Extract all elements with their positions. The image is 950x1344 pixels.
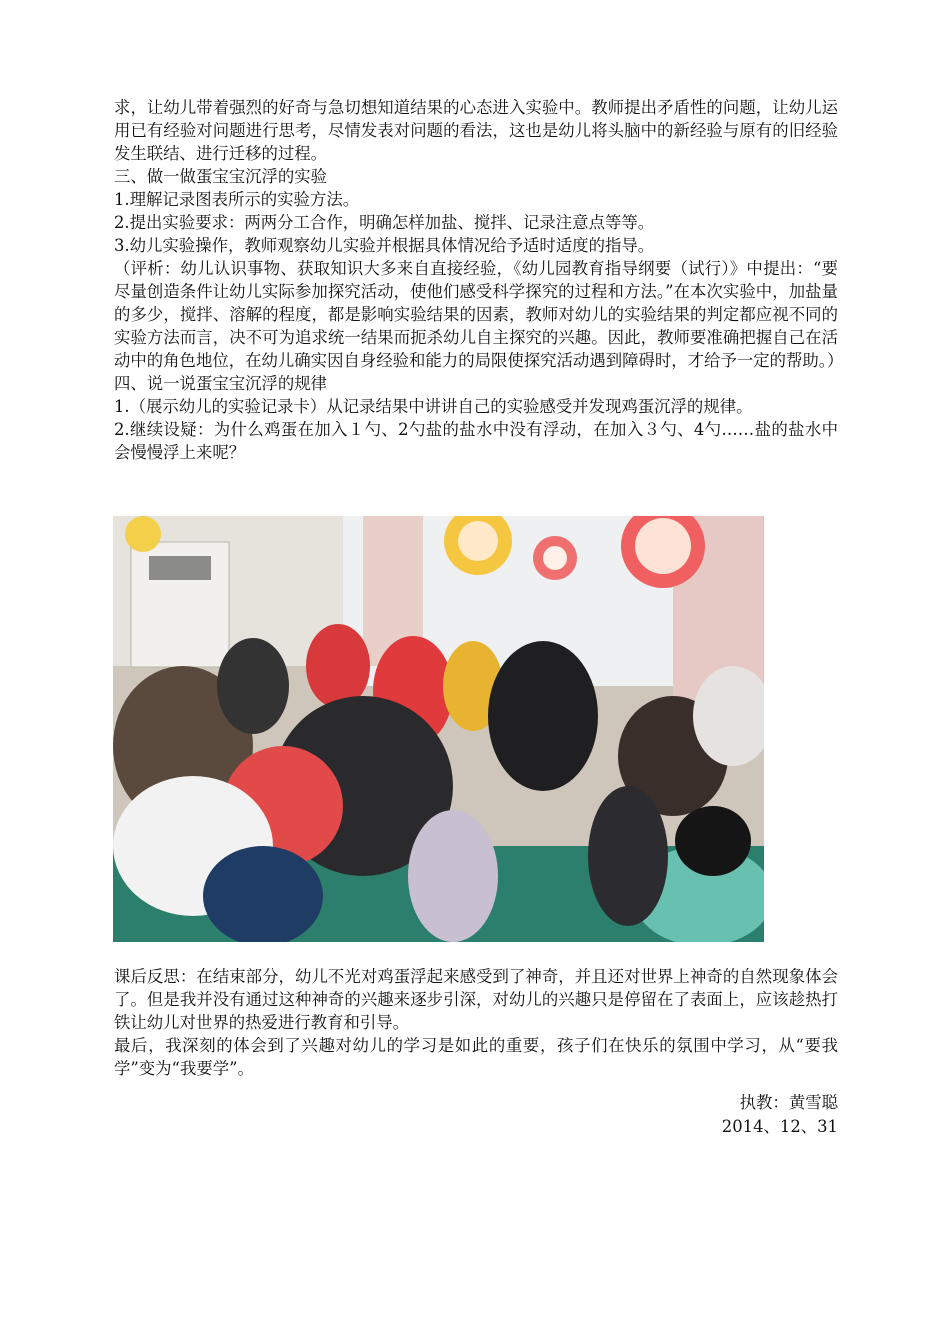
conclusion-paragraph: 最后，我深刻的体会到了兴趣对幼儿的学习是如此的重要，孩子们在快乐的氛围中学习，从“要我学”变为“我要学”。 (114, 1036, 838, 1078)
body-text-bottom (114, 965, 838, 1080)
classroom-photo (113, 516, 764, 942)
signature-date: 2014、12、31 (721, 1117, 838, 1136)
classroom-photo-drawing (113, 516, 764, 942)
paragraph: 求，让幼儿带着强烈的好奇与急切想知道结果的心态进入实验中。教师提出矛盾性的问题，让幼儿运用已有经验对问题进行思考，尽情发表对问题的看法，这也是幼儿将头脑中的新经验与原有的旧经验发生联结、进行迁移的过程。 (114, 98, 838, 163)
paragraph: 1.（展示幼儿的实验记录卡）从记录结果中讲讲自己的实验感受并发现鸡蛋沉浮的规律。 (114, 397, 753, 416)
paragraph: 1.理解记录图表所示的实验方法。 (114, 190, 360, 209)
commentary-paragraph: （评析：幼儿认识事物、获取知识大多来自直接经验，《幼儿园教育指导纲要（试行）》中提出：“要尽量创造条件让幼儿实际参加探究活动，使他们感受科学探究的过程和方法。”在本次实验中，加盐量的多少，搅拌、溶解的程度，都是影响实验结果的因素，教师对幼儿的实验结果的判定都应视不同的实验方法而言，决不可为追求统一结果而扼杀幼儿自主探究的兴趣。因此，教师要准确把握自己在活动中的角色地位，在幼儿确实因自身经验和能力的局限使探究活动遇到障碍时，才给予一定的帮助。） (114, 259, 844, 370)
body-text-top (114, 96, 844, 464)
paragraph: 2.继续设疑：为什么鸡蛋在加入１勺、2勺盐的盐水中没有浮动，在加入３勺、4勺……盐的盐水中会慢慢浮上来呢？ (114, 420, 838, 462)
teacher-signature: 执教：黄雪聪 (739, 1093, 838, 1112)
paragraph: 3.幼儿实验操作，教师观察幼儿实验并根据具体情况给予适时适度的指导。 (114, 236, 655, 255)
paragraph: 2.提出实验要求：两两分工合作，明确怎样加盐、搅拌、记录注意点等等。 (114, 213, 655, 232)
reflection-paragraph: 课后反思：在结束部分，幼儿不光对鸡蛋浮起来感受到了神奇，并且还对世界上神奇的自然现象体会了。但是我并没有通过这种神奇的兴趣来逐步引深，对幼儿的兴趣只是停留在了表面上，应该趁热打铁让幼儿对世界的热爱进行教育和引导。 (114, 967, 838, 1032)
section-heading: 四、说一说蛋宝宝沉浮的规律 (114, 374, 328, 393)
section-heading: 三、做一做蛋宝宝沉浮的实验 (114, 167, 328, 186)
small-flower-decoration-icon (533, 536, 577, 580)
